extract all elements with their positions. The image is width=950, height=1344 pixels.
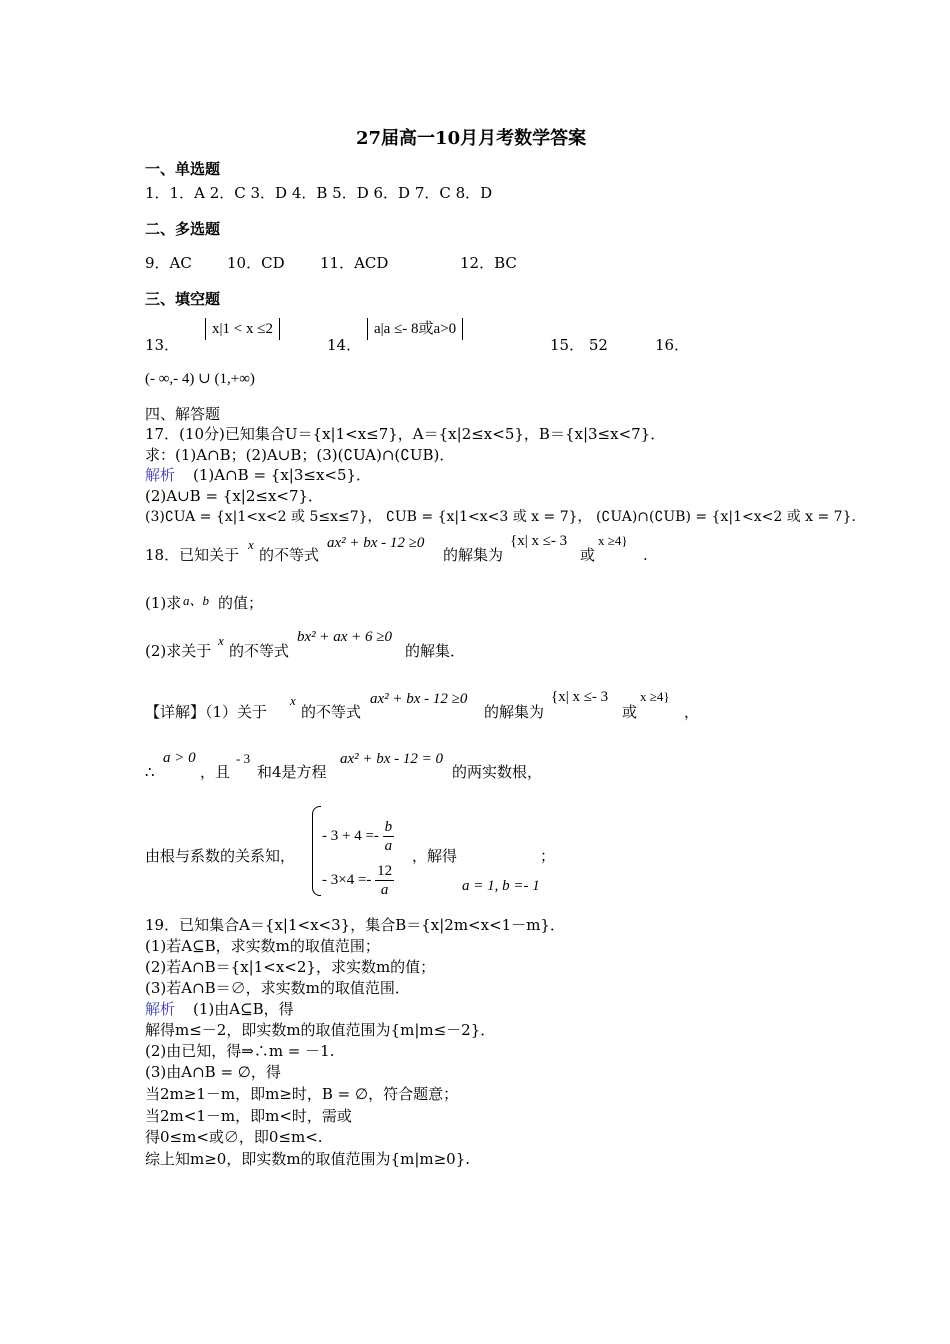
page-title: 27届高一10月月考数学答案 [356,128,587,149]
q18-detail-or: 或 [622,703,638,721]
q18-set-part1: {x| x ≤- 3 [510,533,568,549]
q18-detail-3: 的解集为 [484,703,545,721]
q18-a-positive: a > 0 [163,750,196,766]
q19-solution-1: (1)由A⊆B，得 [193,1000,294,1018]
q18-eq1-denominator: a [384,838,393,854]
q18-eq1-numerator: b [384,819,393,835]
q18-text-b: 的不等式 [259,546,320,564]
section-heading-fill-blank: 三、填空题 [145,290,221,308]
q17-line-1: 17．(10分)已知集合U＝{x|1<x≤7}，A＝{x|2≤x<5}，B＝{x|3≤x<7}． [145,425,666,443]
q19-solution-4: (3)由A∩B = ∅，得 [145,1063,281,1081]
q18-period: . [643,546,648,564]
answer-12: 12．BC [460,254,517,272]
q18-part2-inequality: bx² + ax + 6 ≥0 [297,629,393,645]
q17-analysis-label: 解析 [145,466,176,484]
question-16-answer: (- ∞,- 4) ∪ (1,+∞) [145,371,255,387]
q18-eq2-fraction [375,862,394,899]
q18-solve-text: ，解得 [412,847,458,865]
q18-text-c: 的解集为 [443,546,504,564]
q18-detail-var-x: x [290,693,296,708]
q18-part2-var-x: x [218,633,224,648]
q19-line-3: (2)若A∩B＝{x|1<x<2}，求实数m的值； [145,958,436,976]
q19-line-4: (3)若A∩B＝∅，求实数m的取值范围． [145,979,410,997]
question-13-number: 13． [145,336,180,354]
section-heading-solutions: 四、解答题 [145,405,221,423]
q18-or: 或 [580,546,596,564]
q18-part2-a: (2)求关于 [145,642,212,660]
single-choice-answers: 1．1．A 2．C 3．D 4．B 5．D 6．D 7．C 8．D [145,184,493,202]
q18-therefore: ∴ [145,763,155,781]
q18-detail-1: 【详解】（1）关于 [145,703,268,721]
q17-solution-1: (1)A∩B = {x|3≤x<5}． [193,466,372,484]
q19-solution-7: 得0≤m<或∅，即0≤m<. [145,1128,323,1146]
q18-text-a: 18．已知关于 [145,546,240,564]
q18-semicolon: ； [540,847,556,865]
q18-detail-set-1: {x| x ≤- 3 [551,689,609,705]
q19-solution-8: 综上知m≥0，即实数m的取值范围为{m|m≥0}. [145,1150,471,1168]
question-14-number: 14． [327,336,362,354]
q18-roots-text: 和4是方程 [257,763,327,781]
q18-var-x: x [248,537,254,552]
q18-part1-c: 的值； [218,594,264,612]
answer-9: 9．AC [145,254,192,272]
q18-part2-b: 的不等式 [229,642,290,660]
q18-minus-three: - 3 [236,751,251,766]
q18-eq2-denominator: a [380,882,389,898]
q17-solution-2: (2)A∪B = {x|2≤x<7}． [145,487,324,505]
q18-part1-a: (1)求 [145,594,182,612]
q18-eq1-lhs: - 3 + 4 =- [322,827,379,844]
q18-result: a = 1, b =- 1 [462,878,540,894]
q19-line-2: (1)若A⊆B，求实数m的取值范围； [145,937,380,955]
q18-system-brace [312,806,321,896]
q18-roots-end: 的两实数根， [452,763,543,781]
question-15-answer: 15． 52 [550,336,608,354]
q18-detail-set-2: x ≥4} [640,689,670,704]
section-heading-multi-choice: 二、多选题 [145,220,221,238]
q18-system-eq2 [322,862,394,899]
q18-eq1-fraction [383,818,395,855]
q18-part2-c: 的解集． [405,642,466,660]
q18-system-eq1 [322,818,394,855]
question-16-number: 16． [655,336,690,354]
q18-equation: ax² + bx - 12 = 0 [340,751,444,767]
q19-solution-2: 解得m≤－2，即实数m的取值范围为{m|m≤－2}． [145,1021,496,1039]
q17-solution-3: (3)∁UA = {x|1<x<2 或 5≤x≤7}， ∁UB = {x|1<x<3 或 x = 7}， (∁UA)∩(∁UB) = {x|1<x<2 或 x = 7}． [145,509,866,525]
answer-11: 11．ACD [320,254,389,272]
q18-detail-2: 的不等式 [301,703,362,721]
question-13-answer: x|1 < x ≤2 [205,318,280,340]
question-14-answer: a|a ≤- 8或a>0 [367,318,463,340]
q19-solution-6: 当2m<1－m，即m<时，需或 [145,1107,352,1125]
answer-10: 10．CD [227,254,285,272]
q18-set-part2: x ≥4} [598,533,628,548]
q18-detail-inequality: ax² + bx - 12 ≥0 [370,691,468,707]
q18-part1-vars: a、b [183,593,210,608]
q18-eq2-numerator: 12 [377,863,393,879]
q19-solution-5: 当2m≥1－m，即m≥时，B = ∅，符合题意； [145,1085,459,1103]
q18-eq2-lhs: - 3×4 =- [322,871,372,888]
q18-inequality: ax² + bx - 12 ≥0 [327,535,425,551]
q19-line-1: 19．已知集合A＝{x|1<x<3}，集合B＝{x|2m<x<1－m}． [145,916,565,934]
q19-analysis-label: 解析 [145,1000,176,1018]
q18-detail-comma: ， [684,703,700,721]
section-heading-single-choice: 一、单选题 [145,160,221,178]
q17-line-2: 求：(1)A∩B；(2)A∪B；(3)(∁UA)∩(∁UB)． [145,446,455,464]
q18-and: ，且 [200,763,231,781]
q19-solution-3: (2)由已知，得⇒∴m = －1. [145,1042,335,1060]
q18-vieta-text: 由根与系数的关系知， [145,847,296,865]
